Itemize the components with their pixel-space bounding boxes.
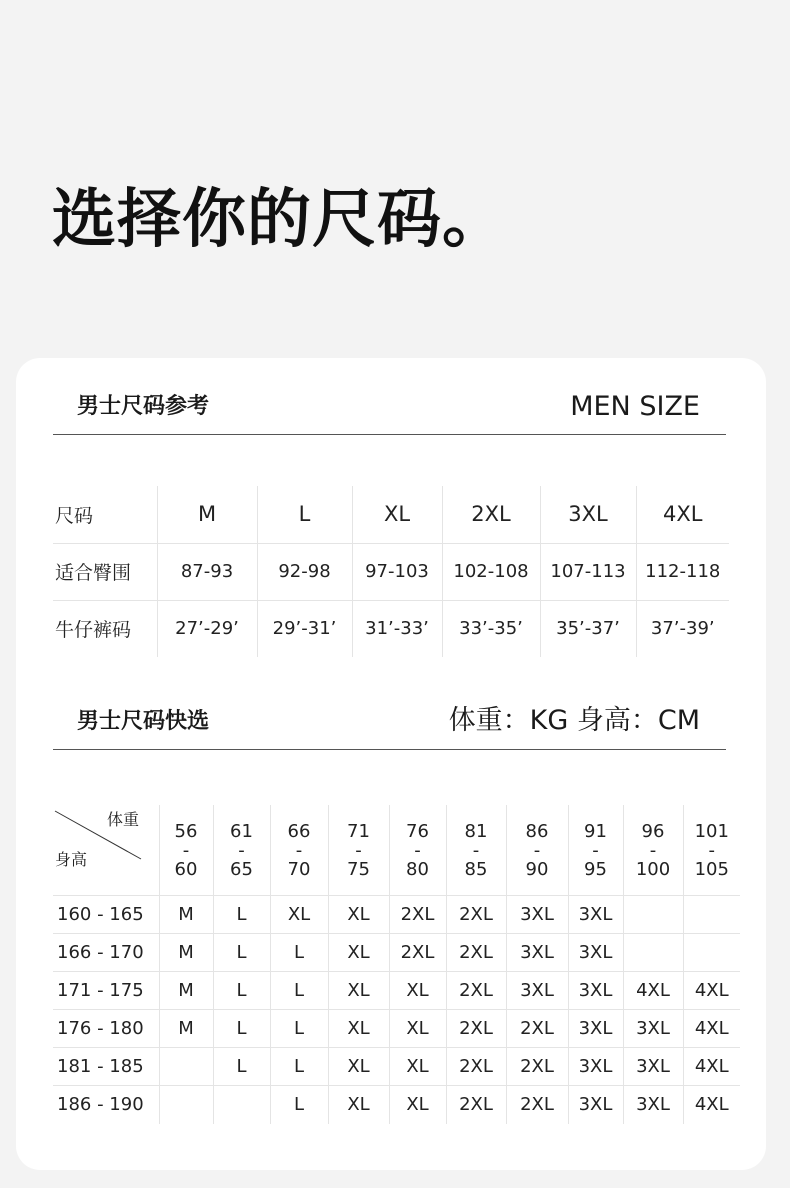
size-cell: 2XL xyxy=(446,1010,506,1048)
weight-bottom: 105 xyxy=(694,858,729,880)
size-cell: XL xyxy=(389,1048,446,1086)
size-cell: 2XL xyxy=(506,1086,568,1124)
table-cell: 31’-33’ xyxy=(352,600,442,657)
weight-sep: - xyxy=(238,839,245,861)
weight-range-cell xyxy=(506,805,568,896)
table-cell: 112-118 xyxy=(636,543,729,600)
weight-sep: - xyxy=(472,839,480,861)
table-row xyxy=(53,543,729,600)
weight-label: 体重 xyxy=(107,810,140,829)
size-cell: XL xyxy=(328,896,389,934)
weight-bottom: 70 xyxy=(287,858,311,880)
height-range-cell: 176 - 180 xyxy=(53,1010,159,1048)
table-cell: 27’-29’ xyxy=(157,600,257,657)
row-header-cell: 适合臀围 xyxy=(53,543,157,600)
height-range-cell: 171 - 175 xyxy=(53,972,159,1010)
size-cell: 2XL xyxy=(446,934,506,972)
section-title: 男士尺码快选 xyxy=(77,709,210,734)
size-cell xyxy=(159,1086,213,1124)
size-cell: XL xyxy=(328,1086,389,1124)
weight-top: 76 xyxy=(406,820,429,842)
size-cell: 2XL xyxy=(446,896,506,934)
size-cell: 3XL xyxy=(506,972,568,1010)
size-cell: 3XL xyxy=(623,1010,683,1048)
size-cell: 2XL xyxy=(446,972,506,1010)
table-cell: 29’-31’ xyxy=(257,600,352,657)
weight-range-cell xyxy=(446,805,506,896)
size-cell: XL xyxy=(328,972,389,1010)
table-cell: 102-108 xyxy=(442,543,540,600)
table-row xyxy=(53,1086,740,1124)
weight-range-cell xyxy=(683,805,740,896)
size-cell: XL xyxy=(270,896,328,934)
height-range-cell: 166 - 170 xyxy=(53,934,159,972)
row-header-cell: 尺码 xyxy=(53,486,157,543)
quick-size-header xyxy=(53,705,726,750)
weight-top: 81 xyxy=(464,820,488,842)
height-range-cell: 160 - 165 xyxy=(53,896,159,934)
size-cell: L xyxy=(270,1010,328,1048)
height-range-cell: 186 - 190 xyxy=(53,1086,159,1124)
size-label-cell: XL xyxy=(352,486,442,543)
size-cell: 2XL xyxy=(389,934,446,972)
weight-range-cell xyxy=(328,805,389,896)
size-cell xyxy=(683,934,740,972)
size-cell: 4XL xyxy=(683,1010,740,1048)
size-cell: M xyxy=(159,934,213,972)
size-cell: 2XL xyxy=(389,896,446,934)
size-cell: XL xyxy=(389,1086,446,1124)
weight-bottom: 80 xyxy=(406,858,429,880)
size-cell: XL xyxy=(328,1048,389,1086)
weight-top: 101 xyxy=(694,820,729,842)
size-cell: L xyxy=(213,896,270,934)
size-cell xyxy=(213,1086,270,1124)
page-title: 选择你的尺码。 xyxy=(52,183,507,257)
height-label: 身高 xyxy=(55,850,88,869)
weight-top: 56 xyxy=(174,820,198,842)
size-cell: 4XL xyxy=(683,1048,740,1086)
weight-bottom: 85 xyxy=(464,858,488,880)
weight-range-cell xyxy=(623,805,683,896)
size-cell: 4XL xyxy=(683,972,740,1010)
size-cell: 4XL xyxy=(694,1094,729,1116)
weight-bottom: 100 xyxy=(635,858,671,880)
size-cell: 4XL xyxy=(623,972,683,1010)
size-card xyxy=(16,358,766,1170)
size-cell: 3XL xyxy=(506,896,568,934)
weight-top: 96 xyxy=(641,820,665,842)
size-cell: 3XL xyxy=(568,896,623,934)
table-row xyxy=(53,972,740,1010)
size-cell xyxy=(623,934,683,972)
size-cell: 3XL xyxy=(623,1086,683,1124)
size-cell: 2XL xyxy=(446,1086,506,1124)
table-cell: 37’-39’ xyxy=(650,618,715,640)
size-label-cell: 2XL xyxy=(442,486,540,543)
size-cell: 3XL xyxy=(568,972,623,1010)
size-cell xyxy=(623,896,683,934)
size-cell: L xyxy=(213,1010,270,1048)
weight-header-row xyxy=(53,805,740,896)
size-cell: L xyxy=(213,1048,270,1086)
weight-sep: - xyxy=(355,839,362,861)
weight-top: 61 xyxy=(230,820,253,842)
size-cell: M xyxy=(159,1010,213,1048)
size-cell: 2XL xyxy=(506,1048,568,1086)
table-row xyxy=(53,896,740,934)
quick-size-table xyxy=(53,805,740,1124)
size-cell: 2XL xyxy=(446,1048,506,1086)
table-cell: 87-93 xyxy=(157,543,257,600)
weight-sep: - xyxy=(533,839,541,861)
size-cell xyxy=(683,896,740,934)
table-cell: 107-113 xyxy=(540,543,636,600)
height-range-cell: 181 - 185 xyxy=(53,1048,159,1086)
section-title: 男士尺码参考 xyxy=(77,394,210,419)
weight-sep: - xyxy=(649,839,657,861)
size-cell: 3XL xyxy=(568,1010,623,1048)
weight-sep: - xyxy=(182,839,190,861)
table-row xyxy=(53,1010,740,1048)
table-cell: 97-103 xyxy=(352,543,442,600)
weight-range-cell xyxy=(389,805,446,896)
weight-range-cell xyxy=(213,805,270,896)
table-row xyxy=(53,600,729,657)
table-cell: 92-98 xyxy=(257,543,352,600)
size-label-cell: 3XL xyxy=(540,486,636,543)
size-cell: M xyxy=(159,896,213,934)
size-cell: 3XL xyxy=(568,934,623,972)
size-cell: 3XL xyxy=(568,1048,623,1086)
size-cell: L xyxy=(213,972,270,1010)
size-cell: XL xyxy=(328,934,389,972)
table-row xyxy=(53,1048,740,1086)
weight-top: 91 xyxy=(584,820,607,842)
size-cell: 3XL xyxy=(568,1086,623,1124)
row-header-cell: 牛仔裤码 xyxy=(53,600,157,657)
section-subtitle: MEN SIZE xyxy=(570,391,700,422)
size-cell: L xyxy=(270,1086,328,1124)
weight-bottom: 75 xyxy=(347,858,370,880)
weight-top: 66 xyxy=(287,820,311,842)
size-label-cell: M xyxy=(157,486,257,543)
size-cell: 2XL xyxy=(506,1010,568,1048)
weight-bottom: 90 xyxy=(525,858,549,880)
weight-sep: - xyxy=(414,839,421,861)
size-cell: L xyxy=(270,972,328,1010)
weight-bottom: 65 xyxy=(230,858,253,880)
weight-top: 86 xyxy=(525,820,549,842)
size-reference-table xyxy=(53,486,729,657)
size-cell: M xyxy=(159,972,213,1010)
size-cell: L xyxy=(213,934,270,972)
size-cell: XL xyxy=(389,972,446,1010)
size-cell: L xyxy=(270,1048,328,1086)
size-label-cell: L xyxy=(257,486,352,543)
size-cell xyxy=(159,1048,213,1086)
weight-sep: - xyxy=(708,839,715,861)
size-label-cell: 4XL xyxy=(636,486,729,543)
table-row xyxy=(53,934,740,972)
units-label: 体重：KG 身高：CM xyxy=(448,705,700,736)
weight-sep: - xyxy=(592,839,599,861)
size-cell: XL xyxy=(328,1010,389,1048)
corner-cell xyxy=(53,805,159,896)
size-header-row xyxy=(53,486,729,543)
men-size-reference-header xyxy=(53,393,726,435)
weight-range-cell xyxy=(270,805,328,896)
table-cell: 35’-37’ xyxy=(540,600,636,657)
weight-range-cell xyxy=(568,805,623,896)
size-cell: XL xyxy=(389,1010,446,1048)
weight-range-cell xyxy=(159,805,213,896)
size-cell: 3XL xyxy=(506,934,568,972)
weight-bottom: 60 xyxy=(174,858,198,880)
weight-bottom: 95 xyxy=(584,858,607,880)
weight-top: 71 xyxy=(347,820,370,842)
size-cell: 3XL xyxy=(623,1048,683,1086)
table-cell: 33’-35’ xyxy=(442,600,540,657)
size-cell: L xyxy=(270,934,328,972)
weight-sep: - xyxy=(295,839,303,861)
